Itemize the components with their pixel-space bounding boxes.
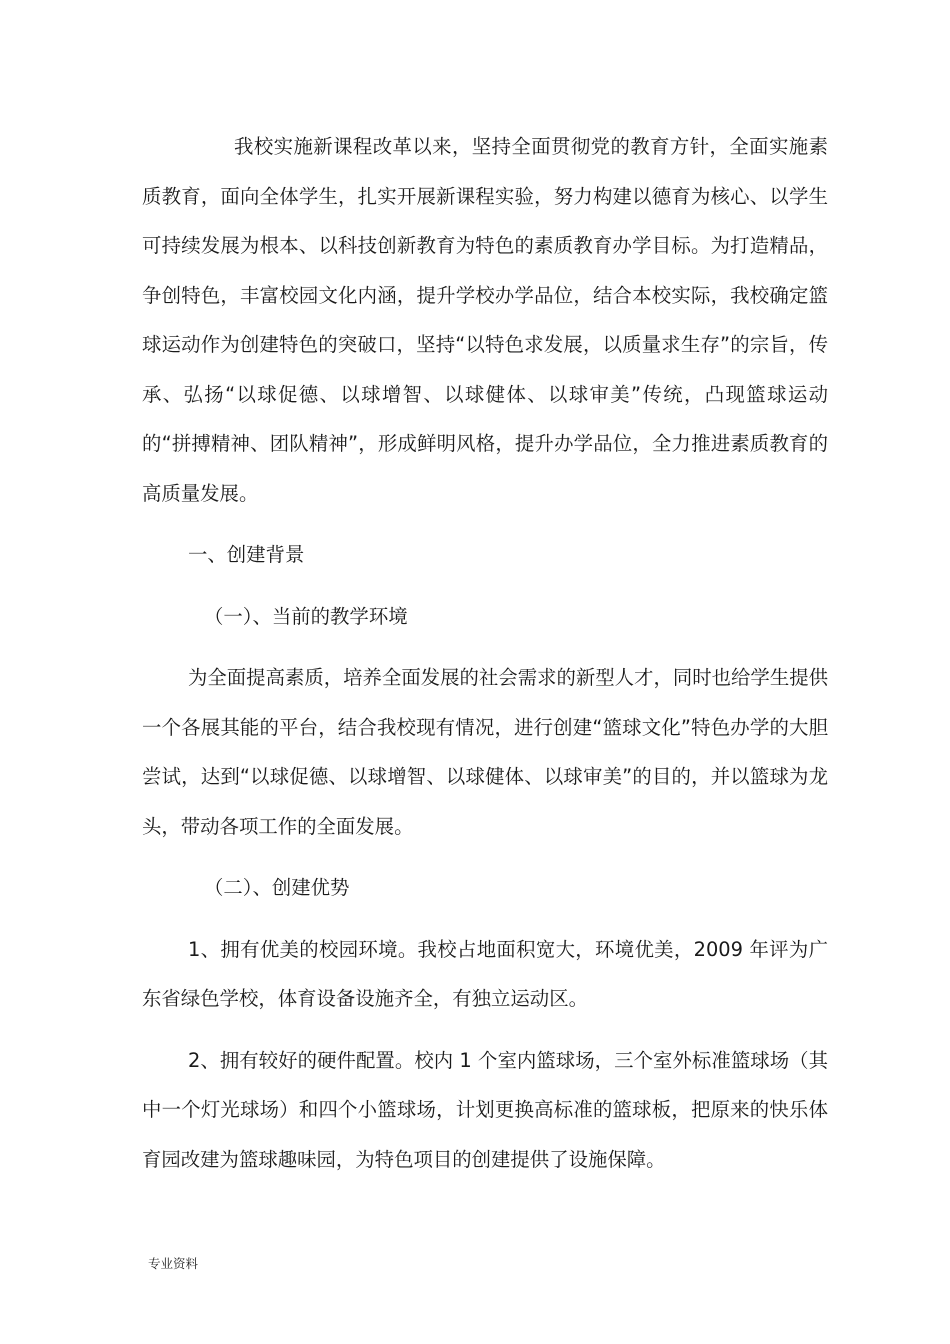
- advantage-item-1: 1、拥有优美的校园环境。我校占地面积宽大，环境优美，2009 年评为广东省绿色学校，体育设备设施齐全，有独立运动区。: [142, 937, 828, 1010]
- advantage-item-2: 2、拥有较好的硬件配置。校内 1 个室内篮球场，三个室外标准篮球场（其中一个灯光球场）和四个小篮球场，计划更换高标准的篮球板，把原来的快乐体育园改建为篮球趣味园，为特色项目的创建提供了设施保障。: [142, 1048, 828, 1171]
- document-body: [142, 122, 828, 1184]
- teaching-environment-paragraph: 为全面提高素质，培养全面发展的社会需求的新型人才，同时也给学生提供一个各展其能的平台，结合我校现有情况，进行创建“篮球文化”特色办学的大胆尝试，达到“以球促德、以球增智、以球健体、以球审美”的目的，并以篮球为龙头，带动各项工作的全面发展。: [142, 666, 828, 838]
- subsection-heading-teaching-environment: （一）、当前的教学环境: [204, 604, 408, 628]
- intro-paragraph: 我校实施新课程改革以来，坚持全面贯彻党的教育方针，全面实施素质教育，面向全体学生，扎实开展新课程实验，努力构建以德育为核心、以学生可持续发展为根本、以科技创新教育为特色的素质教育办学目标。为打造精品，争创特色，丰富校园文化内涵，提升学校办学品位，结合本校实际，我校确定篮球运动作为创建特色的突破口，坚持“以特色求发展，以质量求生存”的宗旨，传承、弘扬“以球促德、以球增智、以球健体、以球审美”传统，凸现篮球运动的“拼搏精神、团队精神”，形成鲜明风格，提升办学品位，全力推进素质教育的高质量发展。: [142, 135, 828, 505]
- section-heading-background: 一、创建背景: [188, 543, 305, 566]
- page-footer-label: 专业资料: [148, 1256, 199, 1271]
- subsection-heading-advantages: （二）、创建优势: [204, 876, 350, 899]
